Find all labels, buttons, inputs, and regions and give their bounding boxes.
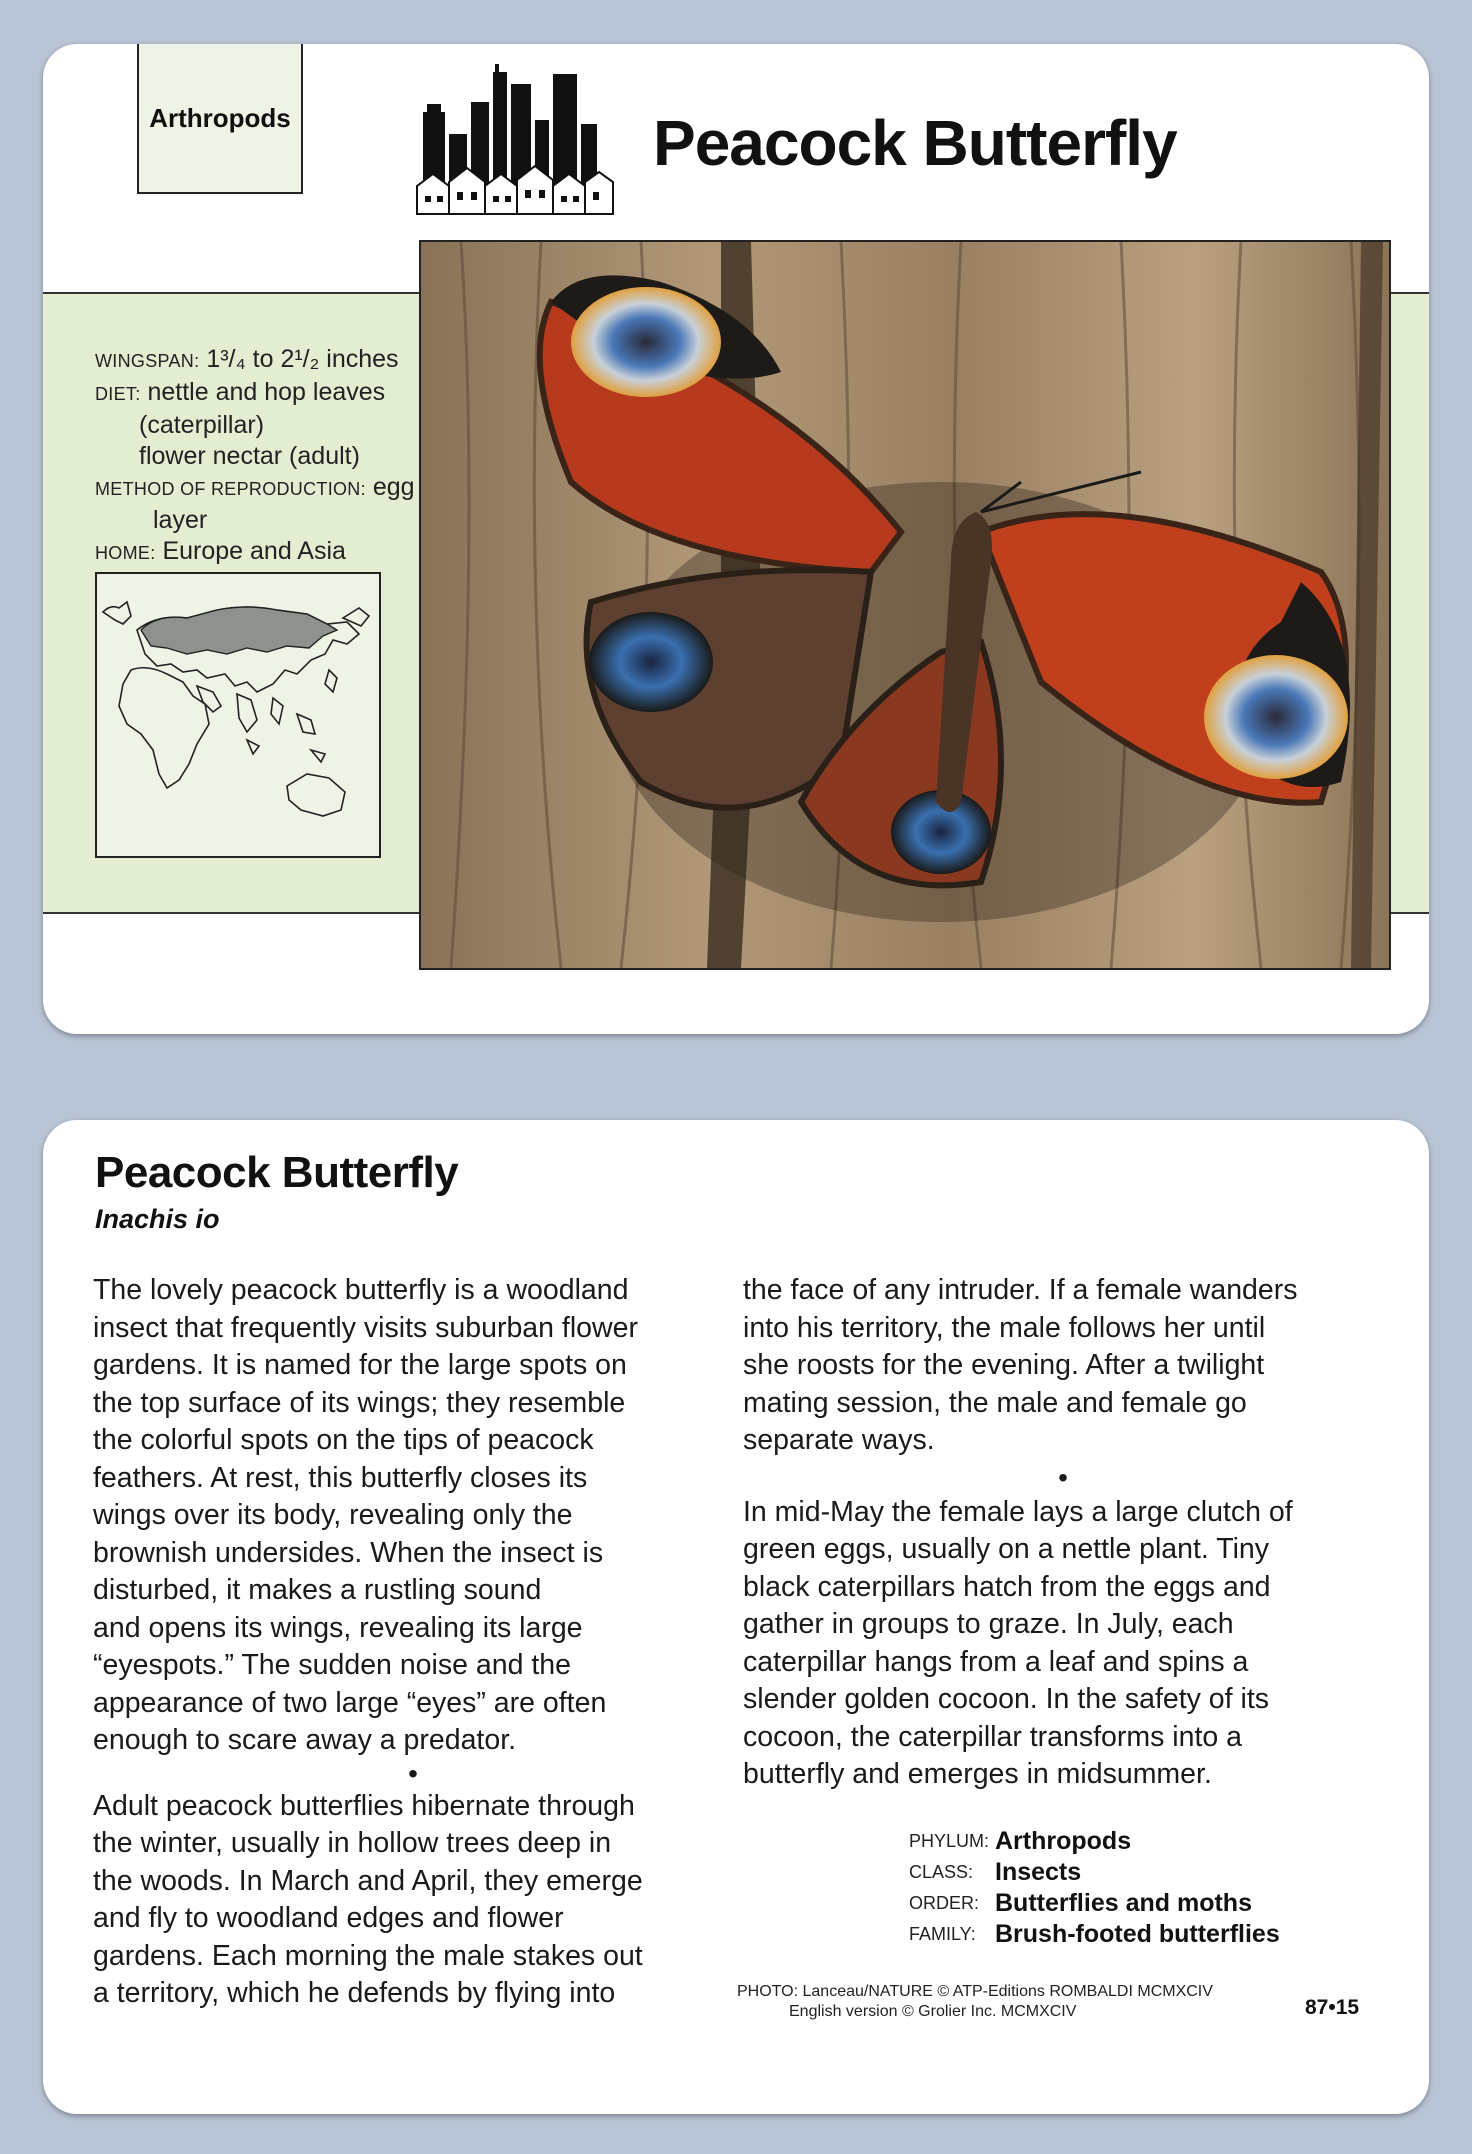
bullet-separator: • bbox=[408, 1757, 418, 1789]
text-column-right bbox=[743, 1272, 1383, 1794]
city-icon bbox=[415, 64, 615, 216]
fact-list bbox=[95, 344, 435, 569]
wingspan-fact bbox=[95, 344, 435, 377]
reproduction-label: METHOD OF REPRODUCTION: bbox=[95, 479, 366, 499]
range-map bbox=[95, 572, 381, 858]
reproduction-value-line2: layer bbox=[153, 506, 208, 534]
card-number: 87•15 bbox=[1305, 1996, 1360, 2019]
front-title: Peacock Butterfly bbox=[653, 107, 1177, 179]
front-card bbox=[43, 44, 1429, 1034]
credits-line-1: PHOTO: Lanceau/NATURE © ATP-Editions ROMBALDI MCMXCIV bbox=[737, 1983, 1213, 2000]
range-highlight bbox=[141, 607, 337, 654]
taxonomy-table bbox=[909, 1826, 1280, 1950]
family-label: FAMILY: bbox=[909, 1924, 976, 1944]
paragraph-2: Adult peacock butterflies hibernate through the winter, usually in hollow trees deep in the woods. In March and April, they emerge and fly to woodland edges and flower gardens. Each morning the male stakes out a territory, which he defends by flying into bbox=[93, 1789, 643, 2009]
diet-value-line2: (caterpillar) bbox=[139, 411, 265, 439]
paragraph-1: The lovely peacock butterfly is a woodland insect that frequently visits suburban flower gardens. It is named for the large spots on the top surface of its wings; they resemble the colorful spots on the tips of peacock feathers. At rest, this butterfly closes its wings over its body, revealing only the brownish undersides. When the insect is disturbed, it makes a rustling sound and opens its wings, revealing its large “eyespots.” The sudden noise and the appearance of two large “eyes” are often enough to scare away a predator. bbox=[93, 1274, 638, 1756]
world-map-icon bbox=[97, 574, 379, 856]
photo-credits bbox=[737, 1982, 1213, 2022]
diet-value-line3: flower nectar (adult) bbox=[139, 442, 360, 470]
reproduction-fact bbox=[95, 472, 435, 505]
class-value: Insects bbox=[995, 1858, 1082, 1886]
phylum-value: Arthropods bbox=[995, 1827, 1132, 1855]
bullet-separator: • bbox=[1058, 1461, 1068, 1493]
diet-fact bbox=[95, 377, 435, 410]
butterfly-photo bbox=[419, 240, 1391, 970]
diet-value: nettle and hop leaves bbox=[147, 378, 386, 406]
home-value: Europe and Asia bbox=[162, 537, 346, 565]
home-label: HOME: bbox=[95, 543, 156, 563]
category-label: Arthropods bbox=[137, 44, 303, 194]
phylum-label: PHYLUM: bbox=[909, 1831, 990, 1851]
home-fact bbox=[95, 536, 435, 569]
credits-line-2: English version © Grolier Inc. MCMXCIV bbox=[789, 2003, 1077, 2020]
back-title: Peacock Butterfly bbox=[95, 1148, 459, 1197]
family-value: Brush-footed butterflies bbox=[995, 1920, 1280, 1948]
class-label: CLASS: bbox=[909, 1862, 974, 1882]
diet-label: DIET: bbox=[95, 384, 141, 404]
scientific-name: Inachis io bbox=[95, 1204, 220, 1234]
text-column-left bbox=[93, 1272, 733, 2013]
paragraph-3: the face of any intruder. If a female wanders into his territory, the male follows her until she roosts for the evening. After a twilight mating session, the male and female go separate ways. bbox=[743, 1274, 1298, 1456]
paragraph-4: In mid-May the female lays a large clutch of green eggs, usually on a nettle plant. Tiny black caterpillars hatch from the eggs and gather in groups to graze. In July, each caterpillar hangs from a leaf and spins a slender golden cocoon. In the safety of its cocoon, the caterpillar transforms into a butterfly and emerges in midsummer. bbox=[743, 1495, 1293, 1790]
back-card bbox=[43, 1120, 1429, 2114]
reproduction-value: egg bbox=[372, 473, 415, 501]
wingspan-value: 1³/₄ to 2¹/₂ inches bbox=[206, 345, 399, 373]
wingspan-label: WINGSPAN: bbox=[95, 351, 200, 371]
order-label: ORDER: bbox=[909, 1893, 980, 1913]
order-value: Butterflies and moths bbox=[995, 1889, 1252, 1917]
